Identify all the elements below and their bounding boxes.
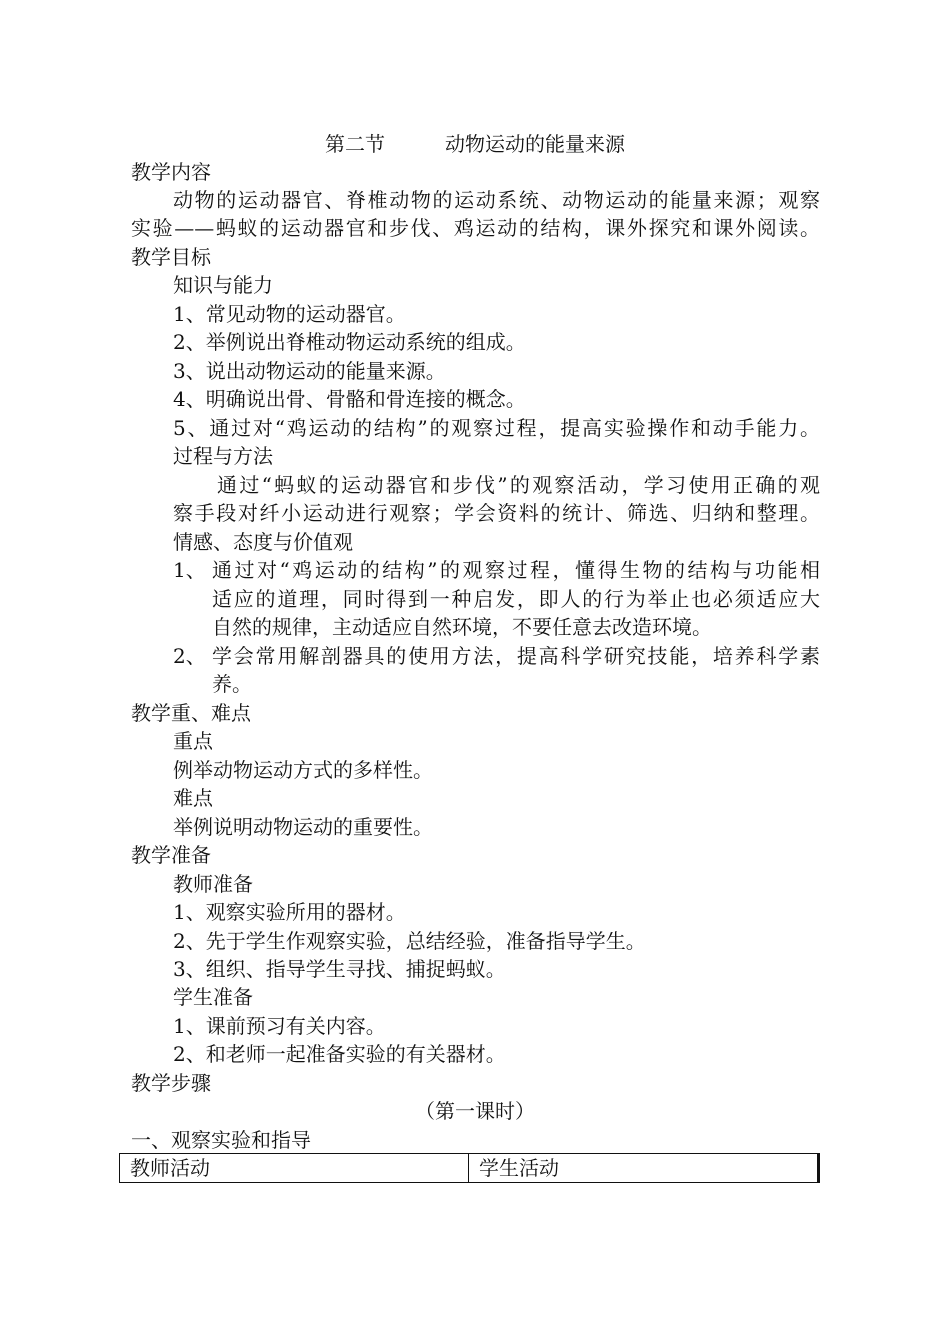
table-header-row [120, 1154, 819, 1183]
activities-table [119, 1153, 820, 1183]
knowledge-item: 3、说出动物运动的能量来源。 [173, 359, 446, 383]
content-heading: 教学内容 [131, 160, 211, 184]
content-line-1: 动物的运动器官、脊椎动物的运动系统、动物运动的能量来源；观察 [173, 188, 820, 212]
key-heading: 重点 [173, 729, 213, 753]
part-heading: 一、观察实验和指导 [131, 1128, 311, 1152]
teacher-activity-header: 教师活动 [120, 1154, 469, 1183]
emotion-item-line: 自然的规律，主动适应自然环境，不要任意去改造环境。 [212, 615, 712, 639]
preparation-heading: 教学准备 [131, 843, 211, 867]
keypoints-heading: 教学重、难点 [131, 701, 251, 725]
knowledge-item: 5、通过对“鸡运动的结构”的观察过程，提高实验操作和动手能力。 [173, 416, 820, 440]
emotion-heading: 情感、态度与价值观 [173, 530, 353, 554]
difficulty-heading: 难点 [173, 786, 213, 810]
student-activity-header: 学生活动 [469, 1154, 819, 1183]
emotion-item-line: 学会常用解剖器具的使用方法，提高科学研究技能，培养科学素 [212, 644, 820, 668]
objectives-heading: 教学目标 [131, 245, 211, 269]
emotion-item-number: 1、 [173, 558, 206, 582]
knowledge-item: 4、明确说出骨、骨骼和骨连接的概念。 [173, 387, 526, 411]
teacher-prep-item: 1、观察实验所用的器材。 [173, 900, 406, 924]
steps-heading: 教学步骤 [131, 1071, 211, 1095]
key-text: 例举动物运动方式的多样性。 [173, 758, 433, 782]
teacher-prep-heading: 教师准备 [173, 872, 253, 896]
section-number: 第二节 [325, 132, 385, 156]
student-prep-heading: 学生准备 [173, 985, 253, 1009]
process-heading: 过程与方法 [173, 444, 273, 468]
difficulty-text: 举例说明动物运动的重要性。 [173, 815, 433, 839]
student-prep-item: 1、课前预习有关内容。 [173, 1014, 386, 1038]
content-line-2: 实验——蚂蚁的运动器官和步伐、鸡运动的结构，课外探究和课外阅读。 [131, 216, 820, 240]
knowledge-item: 1、常见动物的运动器官。 [173, 302, 406, 326]
process-line-1: 通过“蚂蚁的运动器官和步伐”的观察活动，学习使用正确的观 [217, 473, 820, 497]
knowledge-heading: 知识与能力 [173, 273, 273, 297]
page-title [0, 130, 950, 158]
emotion-item-number: 2、 [173, 644, 206, 668]
emotion-item-line: 养。 [212, 672, 252, 696]
lesson-label: （第一课时） [415, 1099, 535, 1123]
section-name: 动物运动的能量来源 [445, 132, 625, 156]
teacher-prep-item: 3、组织、指导学生寻找、捕捉蚂蚁。 [173, 957, 506, 981]
process-line-2: 察手段对纤小运动进行观察；学会资料的统计、筛选、归纳和整理。 [173, 501, 820, 525]
emotion-item-line: 通过对“鸡运动的结构”的观察过程，懂得生物的结构与功能相 [212, 558, 820, 582]
knowledge-item: 2、举例说出脊椎动物运动系统的组成。 [173, 330, 526, 354]
student-prep-item: 2、和老师一起准备实验的有关器材。 [173, 1042, 506, 1066]
emotion-item-line: 适应的道理，同时得到一种启发，即人的行为举止也必须适应大 [212, 587, 820, 611]
teacher-prep-item: 2、先于学生作观察实验，总结经验，准备指导学生。 [173, 929, 646, 953]
